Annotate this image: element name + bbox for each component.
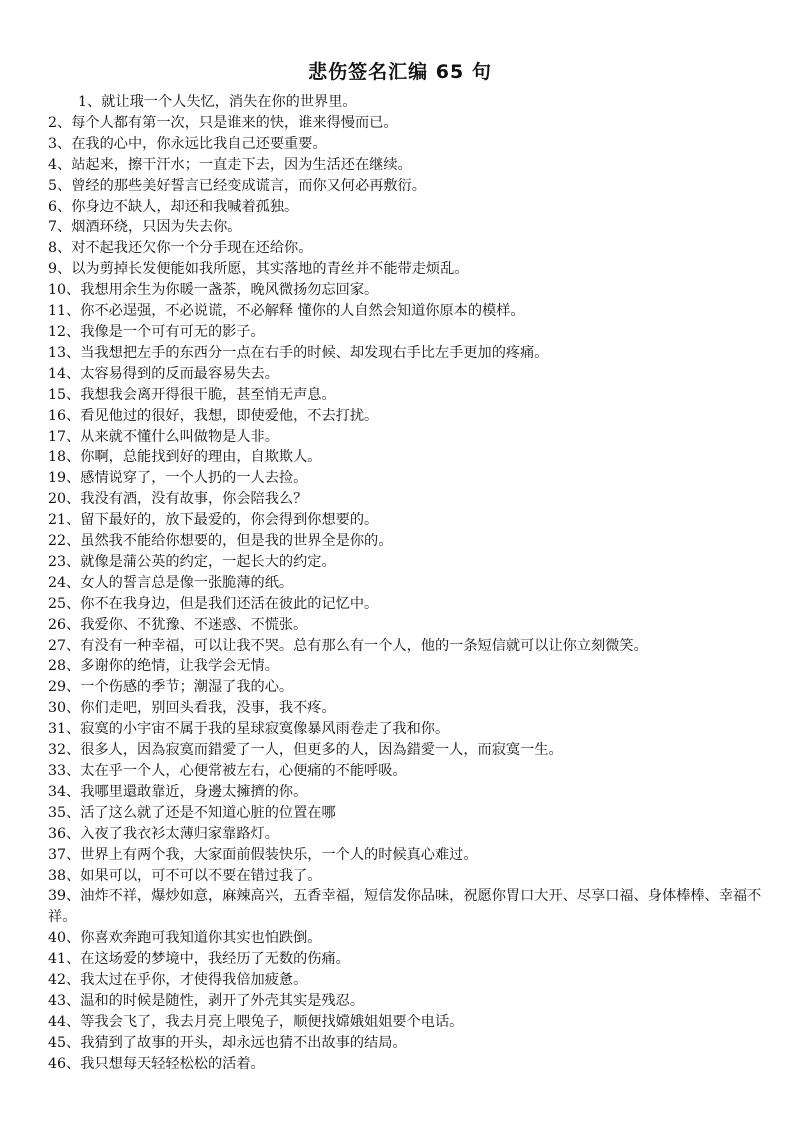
document-title: 悲伤签名汇编 65 句 (308, 61, 492, 83)
item-text: 烟酒环绕，只因为失去你。 (71, 219, 242, 236)
item-text: 在我的心中，你永远比我自己还要重要。 (71, 135, 327, 152)
list-item (48, 427, 768, 448)
list-item (48, 573, 768, 594)
item-number: 13、 (48, 344, 81, 361)
list-item (48, 155, 768, 176)
item-number: 40、 (48, 930, 81, 947)
item-number: 26、 (48, 616, 81, 633)
list-item (48, 1054, 768, 1075)
item-number: 44、 (48, 1013, 81, 1030)
item-text: 从来就不懂什么叫做物是人非。 (80, 428, 279, 445)
item-number: 9、 (48, 261, 72, 278)
item-text: 太容易得到的反而最容易失去。 (80, 365, 279, 382)
item-number: 4、 (48, 156, 72, 173)
item-text: 世界上有两个我，大家面前假装快乐，一个人的时候真心难过。 (80, 846, 478, 863)
item-number: 3、 (48, 135, 72, 152)
item-number: 46、 (48, 1055, 81, 1072)
item-text: 在这场爱的梦境中，我经历了无数的伤痛。 (80, 951, 350, 968)
list-item (48, 385, 768, 406)
item-text: 看见他过的很好，我想，即使爱他，不去打扰。 (80, 407, 379, 424)
list-item (48, 489, 768, 510)
item-number: 23、 (48, 553, 81, 570)
list-item (48, 845, 768, 866)
item-number: 29、 (48, 679, 81, 696)
item-text: 我没有酒，没有故事，你会陪我么？ (80, 491, 308, 508)
list-item (48, 364, 768, 385)
list-item (48, 301, 768, 322)
item-text: 你喜欢奔跑可我知道你其实也怕跌倒。 (80, 930, 322, 947)
list-item (48, 740, 768, 761)
item-number: 14、 (48, 365, 81, 382)
item-number: 27、 (48, 637, 81, 654)
item-text: 当我想把左手的东西分一点在右手的时候、却发现右手比左手更加的疼痛。 (80, 344, 549, 361)
item-number: 33、 (48, 763, 81, 779)
item-number: 43、 (48, 992, 81, 1009)
list-item (48, 719, 768, 740)
list-item (48, 970, 768, 991)
item-number: 16、 (48, 407, 81, 424)
item-number: 37、 (48, 846, 81, 863)
item-number: 36、 (48, 825, 81, 842)
list-item (48, 113, 768, 134)
item-number: 1、 (78, 94, 102, 110)
item-text: 等我会飞了，我去月亮上喂兔子，顺便找嫦娥姐姐要个电话。 (80, 1013, 464, 1030)
item-text: 入夜了我衣衫太薄归家靠路灯。 (80, 825, 279, 842)
list-item (48, 197, 768, 218)
item-text: 多谢你的绝情，让我学会无情。 (80, 658, 279, 675)
item-text: 虽然我不能给你想要的，但是我的世界全是你的。 (80, 533, 393, 550)
item-text: 以为剪掉长发便能如我所愿，其实落地的青丝并不能带走烦乱。 (71, 261, 469, 278)
item-number: 2、 (48, 114, 72, 131)
list-item (48, 552, 768, 573)
item-text: 感情说穿了，一个人扔的一人去捡。 (80, 470, 308, 487)
item-text: 你们走吧，别回头看我，没事，我不疼。 (80, 700, 336, 717)
item-number: 28、 (48, 658, 81, 675)
item-number: 45、 (48, 1034, 81, 1051)
list-item (48, 238, 768, 259)
item-text: 我哪里還敢靠近，身邊太擁擠的你。 (80, 783, 308, 800)
list-item (48, 531, 768, 552)
list-item (48, 866, 768, 887)
list-item (48, 761, 768, 782)
item-text: 留下最好的，放下最爱的，你会得到你想要的。 (80, 512, 379, 529)
item-number: 32、 (48, 742, 81, 759)
list-item (48, 322, 768, 343)
list-item (48, 280, 768, 301)
item-number: 38、 (48, 867, 81, 884)
list-item (48, 468, 768, 489)
item-text: 你身边不缺人，却还和我喊着孤独。 (71, 198, 299, 215)
item-text: 如果可以，可不可以不要在错过我了。 (80, 867, 322, 884)
item-number: 22、 (48, 533, 81, 550)
list-item (48, 1033, 768, 1054)
item-number: 39、 (48, 888, 81, 905)
list-item (48, 217, 768, 238)
list-item (48, 343, 768, 364)
item-number: 18、 (48, 449, 81, 466)
item-number: 24、 (48, 574, 81, 591)
item-text: 曾经的那些美好誓言已经变成谎言，而你又何必再敷衍。 (71, 177, 426, 194)
list-item (48, 92, 768, 113)
list-item (48, 656, 768, 677)
item-text: 寂寞的小宇宙不属于我的星球寂寞像暴风雨卷走了我和你。 (80, 721, 450, 738)
item-text: 有没有一种幸福，可以让我不哭。总有那么有一个人，他的一条短信就可以让你立刻微笑。 (80, 637, 648, 654)
item-text: 我太过在乎你，才使得我倍加疲惫。 (80, 972, 308, 989)
item-text: 每个人都有第一次，只是谁来的快，谁来得慢而已。 (71, 114, 398, 131)
list-item (48, 824, 768, 845)
item-text: 就像是蒲公英的约定，一起长大的约定。 (80, 553, 336, 570)
item-number: 17、 (48, 428, 81, 445)
list-item (48, 1012, 768, 1033)
list-item (48, 510, 768, 531)
item-number: 5、 (48, 177, 72, 194)
item-text: 我像是一个可有可无的影子。 (80, 323, 265, 340)
item-number: 30、 (48, 700, 81, 717)
item-text: 我只想每天轻轻松松的活着。 (80, 1055, 265, 1072)
item-text: 一个伤感的季节；潮湿了我的心。 (80, 679, 294, 696)
sentence-list (48, 92, 768, 1075)
list-item (48, 677, 768, 698)
item-text: 太在乎一个人，心便常被左右，心便痛的不能呼吸。 (80, 763, 407, 779)
item-text: 对不起我还欠你一个分手现在还给你。 (71, 240, 313, 257)
item-text: 我想用余生为你暖一盏茶，晚风微扬勿忘回家。 (80, 282, 379, 299)
item-number: 8、 (48, 240, 72, 257)
list-item (48, 636, 768, 657)
item-text: 你不在我身边，但是我们还活在彼此的记忆中。 (80, 595, 379, 612)
list-item (48, 615, 768, 636)
item-text: 就让珴一个人失忆，消失在你的世界里。 (101, 94, 357, 110)
item-text: 很多人，因為寂寞而錯愛了一人，但更多的人，因為錯愛一人，而寂寞一生。 (80, 742, 563, 759)
item-number: 31、 (48, 721, 81, 738)
item-text: 女人的誓言总是像一张脆薄的纸。 (80, 574, 294, 591)
item-number: 6、 (48, 198, 72, 215)
item-text: 站起来，擦干汗水；一直走下去，因为生活还在继续。 (71, 156, 412, 173)
list-item (48, 447, 768, 468)
item-number: 35、 (48, 804, 81, 821)
item-text: 你不必逞强，不必说谎，不必解释 懂你的人自然会知道你原本的模样。 (80, 303, 525, 320)
list-item (48, 134, 768, 155)
list-item (48, 259, 768, 280)
item-number: 20、 (48, 491, 81, 508)
item-text: 温和的时候是随性，剥开了外壳其实是残忍。 (80, 992, 365, 1009)
list-item (48, 176, 768, 197)
item-number: 25、 (48, 595, 81, 612)
item-number: 7、 (48, 219, 72, 236)
item-text: 活了这么就了还是不知道心脏的位置在哪 (80, 804, 336, 821)
item-number: 21、 (48, 512, 81, 529)
item-text: 我爱你、不犹豫、不迷惑、不慌张。 (80, 616, 308, 633)
item-text: 你啊，总能找到好的理由，自欺欺人。 (80, 449, 322, 466)
list-item (48, 928, 768, 949)
list-item (48, 949, 768, 970)
item-text: 我想我会离开得很干脆，甚至悄无声息。 (80, 386, 336, 403)
item-number: 41、 (48, 951, 81, 968)
item-number: 19、 (48, 470, 81, 487)
list-item (48, 782, 768, 803)
item-number: 12、 (48, 323, 81, 340)
item-number: 42、 (48, 972, 81, 989)
item-number: 10、 (48, 282, 81, 299)
list-item (48, 698, 768, 719)
item-number: 15、 (48, 386, 81, 403)
list-item (48, 886, 768, 928)
list-item (48, 803, 768, 824)
list-item (48, 406, 768, 427)
list-item (48, 991, 768, 1012)
item-text: 我猜到了故事的开头，却永远也猜不出故事的结局。 (80, 1034, 407, 1051)
item-number: 34、 (48, 783, 81, 800)
list-item (48, 594, 768, 615)
item-number: 11、 (48, 303, 81, 320)
item-text: 油炸不祥，爆炒如意，麻辣高兴，五香幸福，短信发你品味，祝愿你胃口大开、尽享口福、身体棒棒、幸福不祥。 (48, 888, 762, 926)
